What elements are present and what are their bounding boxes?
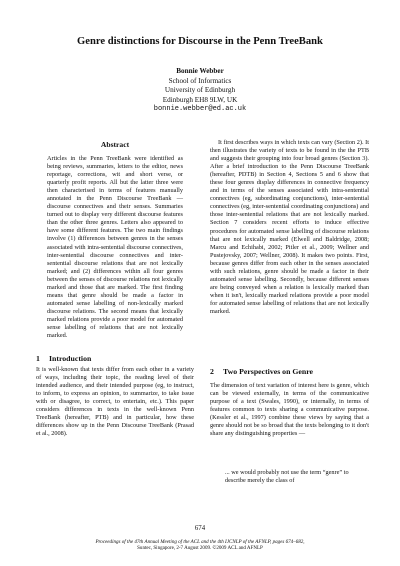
author-university: University of Edinburgh [164,86,236,95]
abstract-paragraph: Articles in the Penn TreeBank were identified as being reviews, summaries, letters to the editor, news reportage, corrections, wit and short verse, or quarterly profit reports. All but the latter three were then characterised in terms of features manually annotated in the Penn Discourse TreeBank — discourse connectives and their senses. Summaries turned out to display very different discourse features than the other three genres. Letters also appeared to have some different features. The two main findings involve (1) differences between genres in the senses associated with intra-sentential discourse connectives, inter-sentential discourse connectives and inter-sentential discourse relations that are not lexically marked; and (2) differences within all four genres between the senses of discourse relations not lexically marked and those that are marked. The first finding means that genre should be made a factor in automated sense labelling of non-lexically marked discourse relations. The second means that lexically marked relations provide a poor model for automated sense labelling of relations that are not lexically marked. [47,155,183,340]
footer-line-2: Suntec, Singapore, 2-7 August 2009. ©2009 ACL and AFNLP [137,545,263,552]
proceedings-footer [0,539,400,552]
abstract-heading: Abstract [100,140,130,149]
abstract-text [47,155,183,340]
section-heading-genre [210,367,313,376]
author-name: Bonnie Webber [176,67,224,75]
footer-line-1: Proceedings of the 47th Annual Meeting of the ACL and the 4th IJCNLP of the AFNLP, pages 674–682, [95,539,305,545]
section-number: 1 [36,354,40,363]
section-number: 2 [210,367,214,376]
paper-title: Genre distinctions for Discourse in the Penn TreeBank [77,36,323,47]
genre-text [210,382,369,438]
section-title: Two Perspectives on Genre [223,367,314,376]
intro-text [36,366,194,438]
quote-text: ... we would probably not use the term “genre” to describe merely the class of [225,469,349,485]
author-dept: School of Informatics [168,76,232,85]
intro-continued-paragraph: It first describes ways in which texts can vary (Section 2). It then illustrates the variety of texts to be found in the the PTB and suggests their grouping into four broad genres (Section 3). After a brief introduction to the Penn Discourse TreeBank (hereafter, PDTB) in Section 4, Sections 5 and 6 show that these four genres display differences in connective frequency and in terms of the senses associated with intra-sentential connectives (eg, subordinating conjunctions), inter-sentential connectives (eg, inter-sentential coordinating conjunctions) and those inter-sentential relations that are not lexically marked. Section 7 considers recent efforts to induce effective procedures for automated sense labelling of discourse relations that are not lexically marked (Elwell and Baldridge, 2008; Marcu and Echihabi, 2002; Pitler et al., 2009; Wellner and Pustejovsky, 2007; Wellner, 2008). It makes two points. First, because genres differ from each other in the senses associated with such relations, genre should be made a factor in their automated sense labelling. Secondly, because different senses are being conveyed when a relation is lexically marked than when it isn't, lexically marked relations provide a poor model for automated sense labelling of relations that are not lexically marked. [210,139,369,315]
author-email[interactable]: bonnie.webber@ed.ac.uk [153,105,247,114]
intro-paragraph: It is well-known that texts differ from each other in a variety of ways, including their topic, the reading level of their intended audience, and their intended purpose (eg, to instruct, to inform, to express an opinion, to summarize, to take issue with or disagree, to correct, to entertain, etc.). This paper considers differences in texts in the well-known Penn TreeBank (hereafter, PTB) and in particular, how these differences show up in the Penn Discourse TreeBank (Prasad et al., 2008). [36,366,194,438]
page-number: 674 [194,525,206,532]
author-block [0,67,400,115]
genre-paragraph: The dimension of text variation of interest here is genre, which can be viewed externally, in terms of the communicative purpose of a text (Swales, 1990), or internally, in terms of features common to texts sharing a communicative purpose. (Kessler et al., 1997) combine these views by saying that a genre should not be so broad that the texts belonging to it don't share any distinguishing properties — [210,382,369,438]
intro-continued-text [210,139,369,316]
block-quote [225,469,367,485]
section-title: Introduction [49,354,92,363]
author-city: Edinburgh EH8 9LW, UK [162,95,238,104]
section-heading-intro [36,354,91,363]
